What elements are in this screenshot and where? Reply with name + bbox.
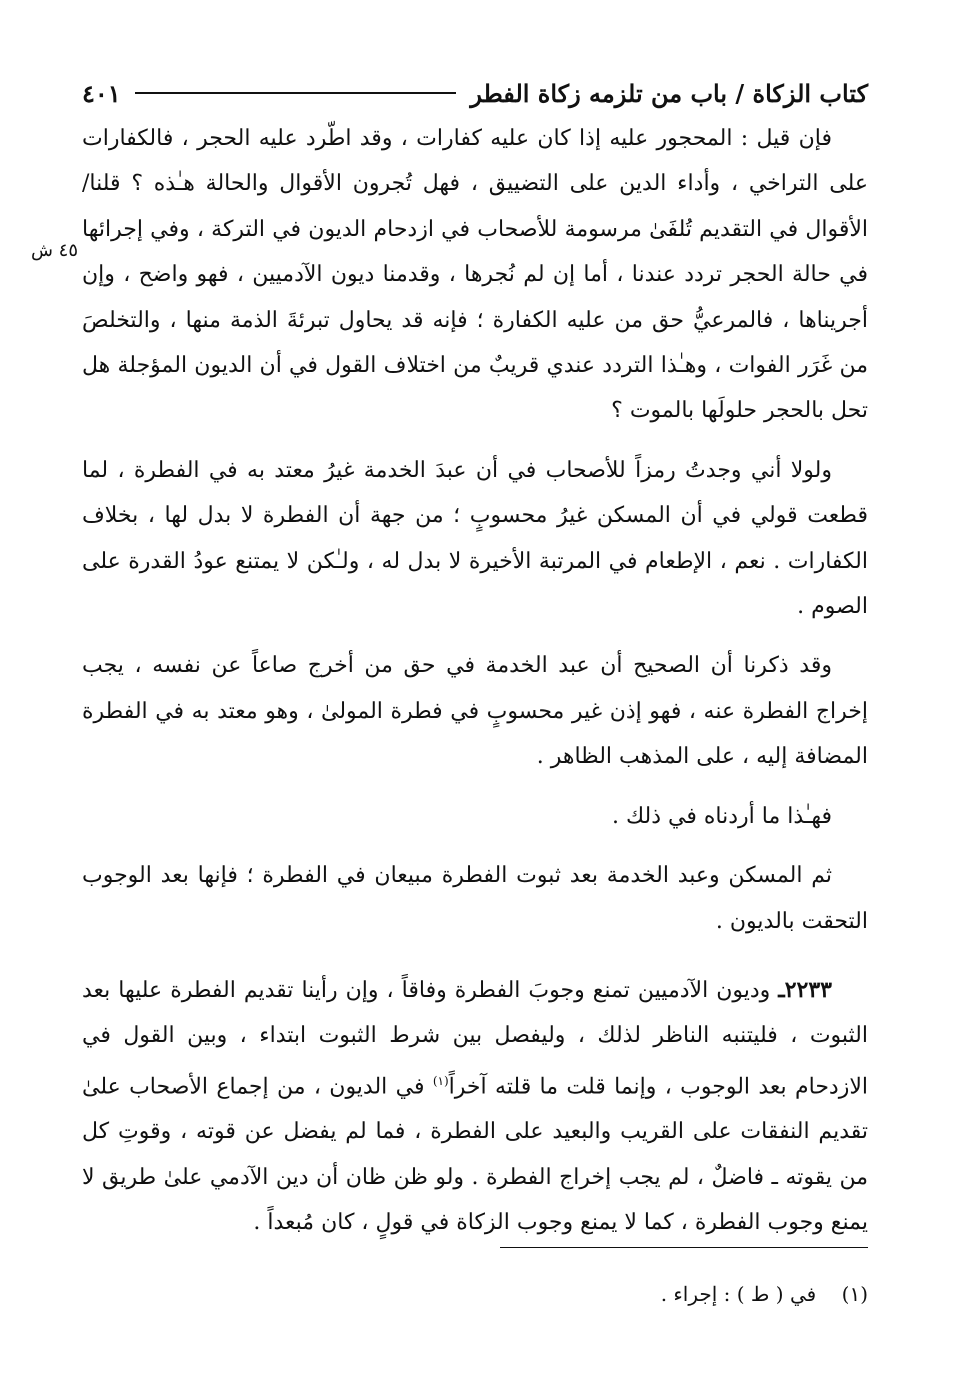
issue-number: ٢٢٣٣ـ <box>778 976 832 1003</box>
footnote-text: في ( ط ) : إجراء . <box>660 1282 817 1306</box>
paragraph-3: وقد ذكرنا أن الصحيح أن عبد الخدمة في حق من أخرج صاعاً عن نفسه ، يجب إخراج الفطرة عنه ، فهو إذن غير محسوبٍ في فطرة المولىٰ ، وهو معتد به في الفطرة المضافة إليه ، على المذهب الظاهر . <box>82 653 868 770</box>
page <box>82 70 868 1246</box>
footnote <box>661 1282 868 1306</box>
paragraph-4: فهـٰذا ما أردناه في ذلك . <box>612 803 832 829</box>
margin-manuscript-note: ٤٥ ش <box>30 240 78 261</box>
header-rule <box>135 92 457 94</box>
paragraph-6-part-b: في الديون ، من إجماع الأصحاب علىٰ تقديم النفقات على القريب والبعيد على الفطرة ، فما لم يفضل عن قوته ، وقوتِ كل من يقوته ـ فاضلٌ ، لم يجب إخراج الفطرة . ولو ظن ظان أن دين الآدمي علىٰ طريق لا يمنع وجوب الفطرة ، كما لا يمنع وجوب الزكاة في قولٍ ، كان مُبعداً . <box>82 1074 868 1236</box>
paragraph-5: ثم المسكن وعبد الخدمة بعد ثبوت الفطرة مبيعان في الفطرة ؛ فإنها بعد الوجوب التحقت بالديون . <box>82 863 868 934</box>
main-text <box>82 116 868 1246</box>
footnote-reference[interactable]: (١) <box>432 1073 449 1088</box>
running-header <box>82 70 868 116</box>
footnote-separator <box>500 1247 868 1248</box>
paragraph-2: ولولا أني وجدتُ رمزاً للأصحاب في أن عبدَ الخدمة غيرُ معتد به في الفطرة ، لما قطعت قولي في أن المسكن غيرُ محسوبٍ ؛ من جهة أن الفطرة لا بدل لها ، بخلاف الكفارات . نعم ، الإطعام في المرتبة الأخيرة لا بدل له ، ولـٰكن لا يمتنع عودُ القدرة على الصوم . <box>82 457 868 620</box>
paragraph-6-part-a: وديون الآدميين تمنع وجوبَ الفطرة وفاقاً ، وإن رأينا تقديم الفطرة عليها بعد الثبوت ، فليتنبه الناظر لذلك ، وليفصل بين شرط الثبوت ابتداء ، وبين القول في الازدحام بعد الوجوب ، وإنما قلت ما قلته آخراً <box>82 977 868 1100</box>
footnote-marker: (١) <box>841 1282 868 1306</box>
page-number: ٤٠١ <box>82 78 121 108</box>
paragraph-6 <box>82 968 868 1246</box>
paragraph-1: فإن قيل : المحجور عليه إذا كان عليه كفارات ، وقد اطّرد عليه الحجر ، فالكفارات على التراخي ، وأداء الدين على التضييق ، فهل تُجرون الأقوال والحالة هـٰذه ؟ قلنا/ الأقوال في التقديم تُلفَىٰ مرسومة للأصحاب في ازدحام الديون في التركة ، وفي إجرائها في حالة الحجر تردد عندنا ، أما إن لم نُجرها ، وقدمنا ديون الآدميين ، فهو واضح ، وإن أجريناها ، فالمرعيُّ حق من عليه الكفارة ؛ فإنه قد يحاول تبرئةَ الذمة منها ، والتخلصَ من غَرَر الفوات ، وهـٰذا التردد عندي قريبٌ من اختلاف القول في أن الديون المؤجلة هل تحل بالحجر حلولَها بالموت ؟ <box>82 126 868 424</box>
header-title: كتاب الزكاة / باب من تلزمه زكاة الفطر <box>470 78 868 108</box>
